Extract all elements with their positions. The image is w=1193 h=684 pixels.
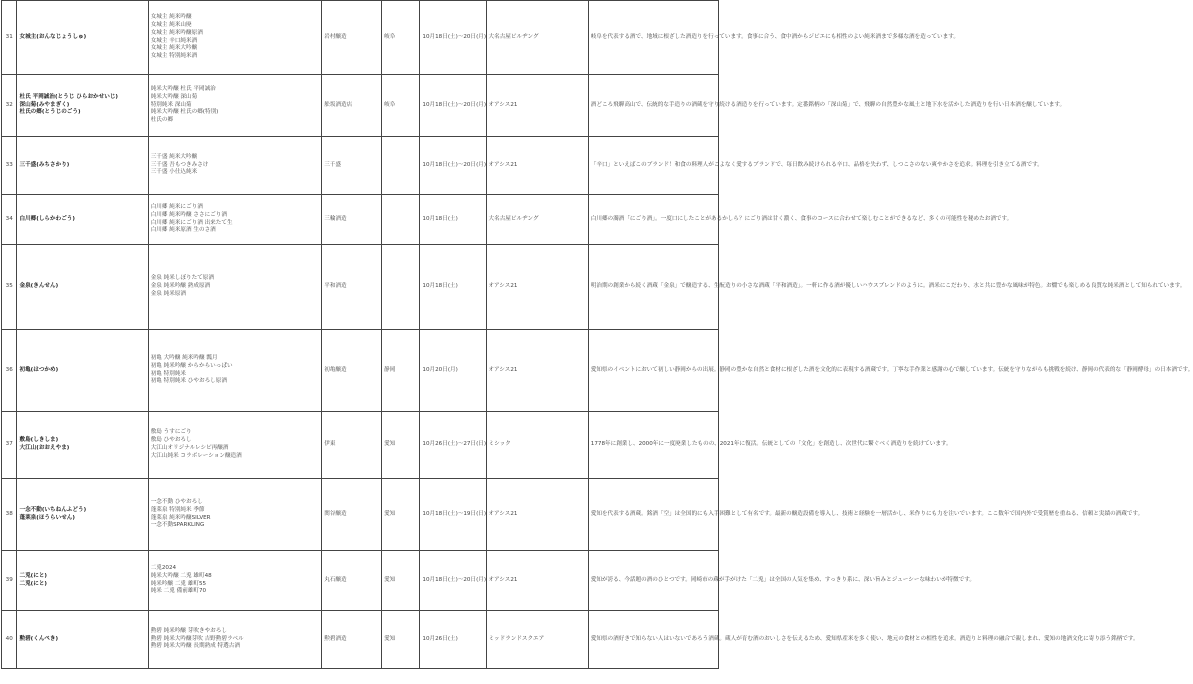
brand-name-cell <box>17 479 148 551</box>
row-number: 34 <box>2 195 17 245</box>
product-item: 蓬莱泉 純米吟醸SILVER <box>150 514 211 521</box>
products-cell <box>148 611 322 669</box>
brand-name: 杜氏の郷(とうじのごう) <box>19 109 81 116</box>
product-item: 三千盛 吾もつきみさけ <box>150 161 209 168</box>
prefecture-cell <box>382 195 420 245</box>
date-cell: 10月18日(土)〜20日(月) <box>420 137 486 195</box>
products-cell <box>148 412 322 479</box>
product-item: 蓬莱泉 特別純米 季節 <box>150 506 205 513</box>
brewery-cell: 舩坂酒造店 <box>322 75 382 137</box>
brand-name: 蓬莱泉(ほうらいせん) <box>19 514 75 521</box>
brand-name: 三千盛(みちさかり) <box>19 161 70 168</box>
brewery-cell: 岩村醸造 <box>322 1 382 75</box>
prefecture-cell: 岐阜 <box>382 75 420 137</box>
brand-name: 杜氏 平岡誠治(とうじ ひらおかせいじ) <box>19 93 118 100</box>
product-item: 初亀 純米吟醸 からからいっぱい <box>150 362 233 369</box>
product-item: 金泉 純米吟醸 熟成原酒 <box>150 283 211 290</box>
brand-name-cell <box>17 1 148 75</box>
table-row <box>2 412 719 479</box>
date-cell: 10月18日(土)〜19日(日) <box>420 479 486 551</box>
products-cell <box>148 1 322 75</box>
description-cell: 愛知県のイベントにおいて初しい静岡からの出展。静岡の豊かな自然と食材に根ざした酒を文化的に表現する酒蔵です。丁寧な手作業と感謝の心で醸しています。伝統を守りながらも挑戦を続け、静岡の代表的な「静岡酵母」の日本酒です。 <box>588 330 718 412</box>
product-item: 白川郷 純米にごり酒 出来たて生 <box>150 219 233 226</box>
brand-name: 敷島(しきしま) <box>19 437 59 444</box>
venue-cell: 大名古屋ビルヂング <box>486 195 588 245</box>
product-item: 白川郷 純米にごり酒 <box>150 203 203 210</box>
venue-cell: オアシス21 <box>486 479 588 551</box>
brewery-cell: 伊東 <box>322 412 382 479</box>
description-cell: 白川郷の濁酒「にごり酒」。一度口にしたことがあるかしら？にごり酒は甘く濃く、食事のコースに合わせて楽しむことができるなど、多くの可能性を秘めたお酒です。 <box>588 195 718 245</box>
prefecture-cell: 愛知 <box>382 551 420 611</box>
product-item: 勲碧 純米吟醸 芽吹きやおろし <box>150 627 227 634</box>
description-cell: 「辛口」といえばこのブランド！和食の料理人がこよなく愛するブランドで、毎日飲み続けられる辛口、品格を失わず、しつこさのない爽やかさを追求。料理を引き立てる酒です。 <box>588 137 718 195</box>
date-cell: 10月18日(土)〜20日(月) <box>420 75 486 137</box>
product-item: 純米大吟醸 深山菊 <box>150 93 198 100</box>
table-row <box>2 1 719 75</box>
brewery-cell: 丸石醸造 <box>322 551 382 611</box>
row-number: 31 <box>2 1 17 75</box>
description-cell: 1778年に創業し、2000年に一度廃業したものの、2021年に復活。伝統としての「文化」を創造し、次世代に繋ぐべく酒造りを続けています。 <box>588 412 718 479</box>
prefecture-cell <box>382 245 420 330</box>
product-item: 三千盛 小仕込純米 <box>150 169 198 176</box>
brand-name-cell <box>17 330 148 412</box>
product-item: 初亀 特別純米 ひやおろし原酒 <box>150 378 227 385</box>
description-cell: 明治期の創業から続く酒蔵「金泉」で醸造する、生酛造りの小さな酒蔵「平和酒造」。一軒に作る酒が優しいハウスブレンドのように。酒米にこだわり、水と共に豊かな風味が特色。お燗でも楽しめる良質な純米酒として知られています。 <box>588 245 718 330</box>
brand-name: 女城主(おんなじょうしゅ) <box>19 33 87 40</box>
date-cell: 10月18日(土) <box>420 245 486 330</box>
products-cell <box>148 137 322 195</box>
product-item: 純米 二兎 備前雄町70 <box>150 588 207 595</box>
products-cell <box>148 195 322 245</box>
product-item: 金泉 純米原酒 <box>150 290 187 297</box>
product-item: 勲碧 純米大吟醸 長期熟成 特選古酒 <box>150 643 240 650</box>
brewery-cell: 初亀醸造 <box>322 330 382 412</box>
product-item: 女城主 純米山廃 <box>150 21 192 28</box>
products-cell <box>148 330 322 412</box>
table-row <box>2 551 719 611</box>
row-number: 33 <box>2 137 17 195</box>
brand-name: 金泉(きんせん) <box>19 283 59 290</box>
brand-name: 二兎(にと) <box>19 580 47 587</box>
table-row <box>2 479 719 551</box>
venue-cell: ミッドランドスクエア <box>486 611 588 669</box>
brand-name-cell <box>17 412 148 479</box>
brewery-cell: 平和酒造 <box>322 245 382 330</box>
brand-name-cell <box>17 195 148 245</box>
venue-cell: オアシス21 <box>486 551 588 611</box>
description-cell: 愛知を代表する酒蔵。銘酒「空」は全国的にも入手困難として有名です。最新の醸造設備を導入し、技術と経験を一層活かし、米作りにも力を注いでいます。ここ数年で国内外で受賞歴を重ねる、信頼と実績の酒蔵です。 <box>588 479 718 551</box>
products-cell <box>148 551 322 611</box>
brand-name: 初亀(はつかめ) <box>19 366 59 373</box>
venue-cell: オアシス21 <box>486 245 588 330</box>
product-item: 初亀 特別純米 <box>150 370 187 377</box>
product-item: 勲碧 純米大吟醸芽吹 吉野勲碧ラベル <box>150 635 244 642</box>
brand-name-cell <box>17 75 148 137</box>
products-cell <box>148 245 322 330</box>
table-row <box>2 611 719 669</box>
date-cell: 10月26日(土) <box>420 611 486 669</box>
brand-name: 二兎(にと) <box>19 572 47 579</box>
product-item: 大江山純米 コラボレーション醸造酒 <box>150 452 242 459</box>
table-row <box>2 75 719 137</box>
description-cell: 酒どころ飛騨高山で、伝統的な手造りの酒蔵を守り続ける酒造りを行っています。定番銘柄の「深山菊」で、飛騨の自然豊かな風土と地下水を活かした酒造りを行い日本酒を醸しています。 <box>588 75 718 137</box>
brand-name: 勲碧(くんぺき) <box>19 635 59 642</box>
brand-name-cell <box>17 137 148 195</box>
row-number: 39 <box>2 551 17 611</box>
product-item: 初亀 大吟醸 純米吟醸 瓢月 <box>150 354 218 361</box>
description-cell: 愛知が誇る、今話題の酒のひとつです。岡崎市の蔵が手がけた「二兎」は全国の人気を集め、すっきり系に、深い旨みとジューシーな味わいが特徴です。 <box>588 551 718 611</box>
date-cell: 10月18日(土)〜20日(月) <box>420 1 486 75</box>
brand-name-cell <box>17 245 148 330</box>
product-item: 女城主 純米吟醸原酒 <box>150 29 203 36</box>
brand-name-cell <box>17 611 148 669</box>
product-item: 女城主 特別純米酒 <box>150 53 198 60</box>
product-item: 大江山オリジナルレシピ再醸酒 <box>150 445 229 451</box>
date-cell: 10月26日(土)〜27日(日) <box>420 412 486 479</box>
prefecture-cell: 岐阜 <box>382 1 420 75</box>
product-item: 白川郷 純米吟醸 ささにごり酒 <box>150 211 227 218</box>
venue-cell: ミシック <box>486 412 588 479</box>
date-cell: 10月20日(月) <box>420 330 486 412</box>
product-item: 敷島 うすにごり <box>150 429 192 436</box>
product-item: 純米大吟醸 杜氏 平岡誠治 <box>150 85 216 92</box>
products-cell <box>148 75 322 137</box>
brewery-cell: 関谷醸造 <box>322 479 382 551</box>
product-item: 白川郷 純米原酒 生のさ酒 <box>150 227 216 234</box>
sake-table <box>1 0 1193 669</box>
row-number: 38 <box>2 479 17 551</box>
prefecture-cell: 愛知 <box>382 412 420 479</box>
product-item: 金泉 純米しぼりたて原酒 <box>150 275 214 282</box>
product-item: 杜氏の郷 <box>150 117 174 124</box>
venue-cell: 大名古屋ビルヂング <box>486 1 588 75</box>
product-item: 純米大吟醸 二兎 雄町48 <box>150 572 212 579</box>
table-body <box>2 1 1193 669</box>
table-row <box>2 195 719 245</box>
product-item: 三千盛 純米大吟醸 <box>150 153 198 160</box>
product-item: 一念不動SPARKLING <box>150 522 205 529</box>
row-number: 35 <box>2 245 17 330</box>
product-item: 特別純米 深山菊 <box>150 101 192 108</box>
table-row <box>2 245 719 330</box>
description-cell: 愛知県の酒好きで知らない人はいないであろう酒蔵。蔵人が育む酒のおいしさを伝えるため、愛知県産米を多く使い、地元の食材との相性を追求。酒造りと料理の融合で親しまれ、愛知の地酒文化に寄り添う銘柄です。 <box>588 611 718 669</box>
product-item: 純米大吟醸 杜氏の郷(特別) <box>150 109 219 116</box>
brand-name-cell <box>17 551 148 611</box>
table-row <box>2 330 719 412</box>
description-cell: 岐阜を代表する酒で、地域に根ざした酒造りを行っています。食事に合う、食中酒からジビエにも相性のよい純米酒まで多様な酒を造っています。 <box>588 1 718 75</box>
product-item: 女城主 純米吟醸 <box>150 14 192 21</box>
venue-cell: オアシス21 <box>486 137 588 195</box>
date-cell: 10月18日(土)〜20日(月) <box>420 551 486 611</box>
table-row <box>2 137 719 195</box>
products-cell <box>148 479 322 551</box>
date-cell: 10月18日(土) <box>420 195 486 245</box>
row-number: 37 <box>2 412 17 479</box>
product-item: 二兎2024 <box>150 564 177 571</box>
row-number: 40 <box>2 611 17 669</box>
venue-cell: オアシス21 <box>486 75 588 137</box>
brand-name: 深山菊(みやまぎく) <box>19 101 70 108</box>
brand-name: 一念不動(いちねんふどう) <box>19 506 87 513</box>
product-item: 女城主 純米大吟醸 <box>150 45 198 52</box>
prefecture-cell: 愛知 <box>382 611 420 669</box>
row-number: 32 <box>2 75 17 137</box>
prefecture-cell <box>382 137 420 195</box>
brewery-cell: 勲碧酒造 <box>322 611 382 669</box>
row-number: 36 <box>2 330 17 412</box>
venue-cell: オアシス21 <box>486 330 588 412</box>
brand-name: 白川郷(しらかわごう) <box>19 215 75 222</box>
brand-name: 大江山(おおえやま) <box>19 445 70 451</box>
prefecture-cell: 静岡 <box>382 330 420 412</box>
product-item: 女城主 辛口純米酒 <box>150 37 198 44</box>
brewery-cell: 三輪酒造 <box>322 195 382 245</box>
product-item: 一念不動 ひやおろし <box>150 498 203 505</box>
brewery-cell: 三千盛 <box>322 137 382 195</box>
prefecture-cell: 愛知 <box>382 479 420 551</box>
product-item: 敷島 ひやおろし <box>150 437 192 444</box>
product-item: 純米吟醸 二兎 雄町55 <box>150 580 207 587</box>
